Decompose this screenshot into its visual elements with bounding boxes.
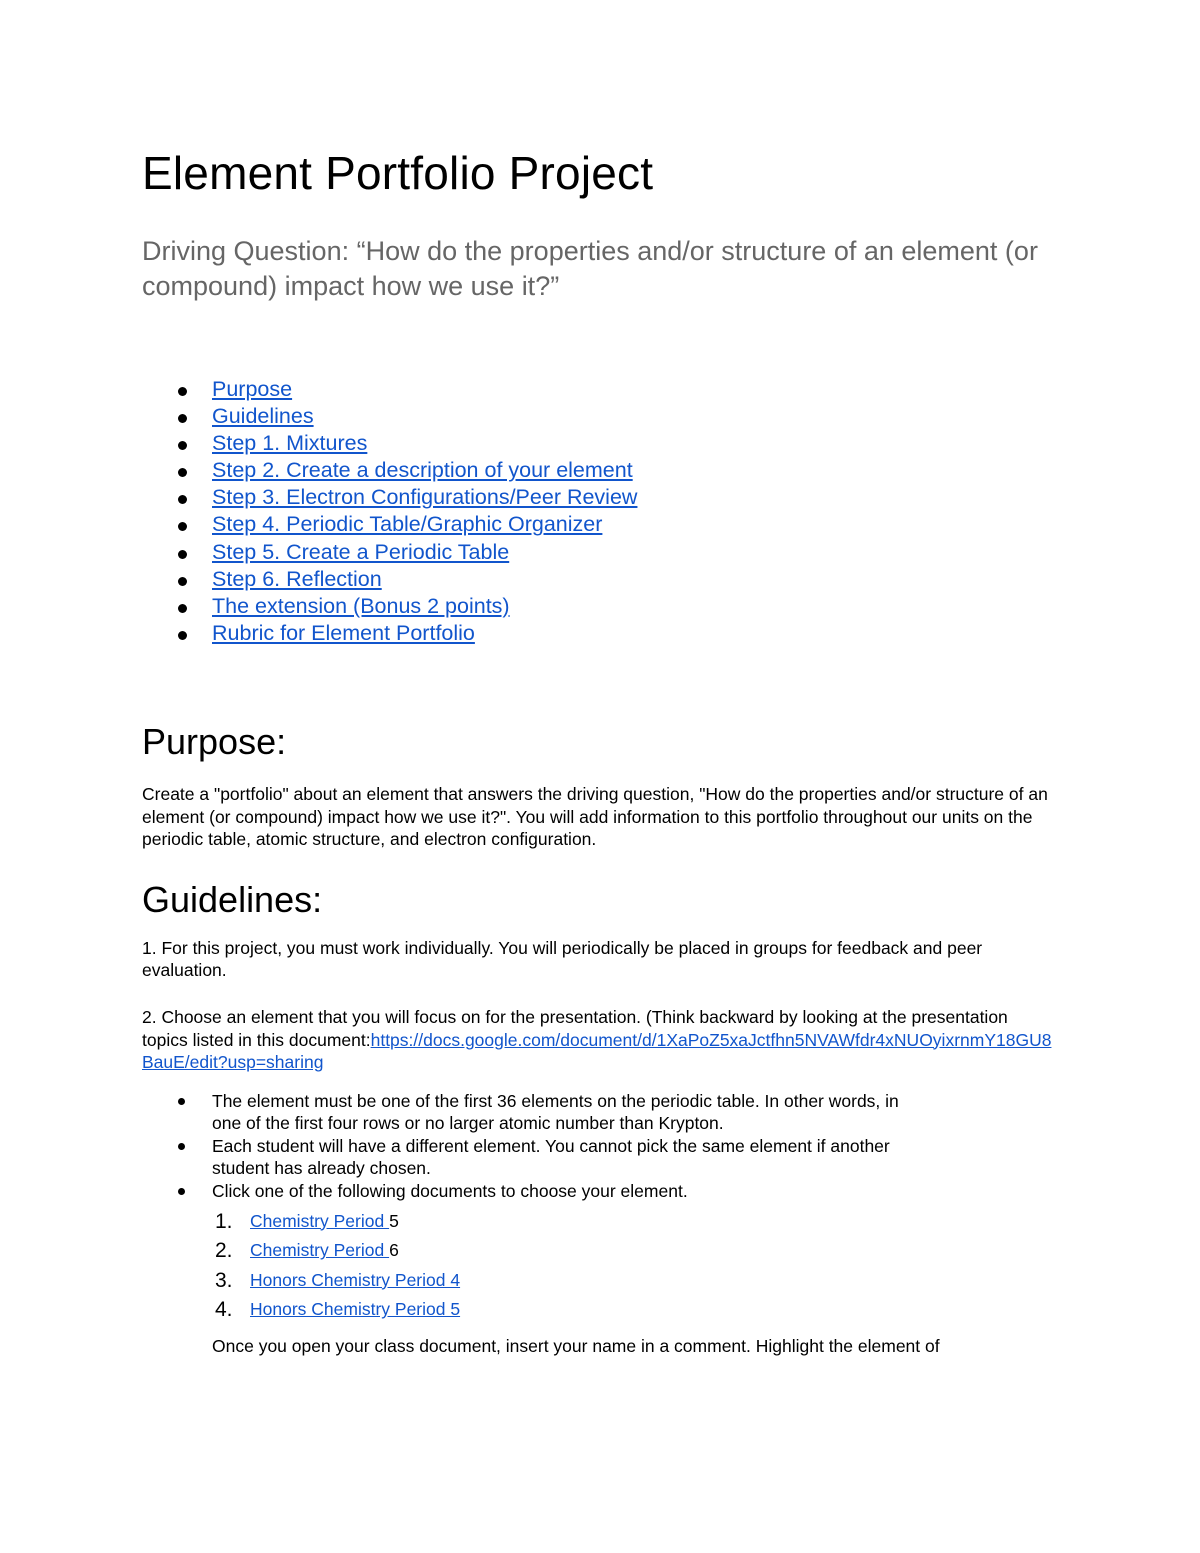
guideline-bullets [142,1090,1052,1203]
toc-link-step-5[interactable]: Step 5. Create a Periodic Table [212,539,510,564]
list-number: 1. [215,1209,233,1233]
guidelines-heading: Guidelines: [142,878,323,920]
purpose-heading: Purpose: [142,720,287,762]
driving-question: Driving Question: “How do the properties and/or structure of an element (or compound) impact how we use it?” [142,236,1038,301]
list-item [142,1295,1052,1325]
bullet-icon [178,1188,185,1195]
bullet-icon [178,522,187,531]
toc-item [142,593,1052,620]
toc-item [142,620,1052,647]
toc-item [142,566,1052,593]
toc-link-guidelines[interactable]: Guidelines [212,404,314,429]
bullet-icon [178,577,187,586]
chemistry-period-6-link[interactable]: Chemistry Period [250,1240,390,1261]
chemistry-period-5-link[interactable]: Chemistry Period [250,1210,390,1231]
guideline-item-1: 1. For this project, you must work individually. You will periodically be placed in groups for feedback and peer evaluation. [142,937,983,981]
toc-link-purpose[interactable]: Purpose [212,377,293,401]
toc-link-step-3[interactable]: Step 3. Electron Configurations/Peer Review [212,485,638,510]
presentation-topics-link[interactable]: https://docs.google.com/document/d/1XaPoZ5xaJctfhn5NVAWfdr4xNUOyixrnmY18GU8BauE/edit?usp=sharing [142,1029,1052,1073]
trailing-instructions: Once you open your class document, insert your name in a comment. Highlight the element of [212,1336,940,1357]
toc-item [142,430,1052,457]
list-number: 4. [215,1298,233,1322]
bullet-icon [178,441,187,450]
toc-link-step-2[interactable]: Step 2. Create a description of your element [212,458,633,483]
list-number: 2. [215,1239,233,1263]
list-item [142,1180,932,1203]
bullet-icon [178,1098,185,1105]
bullet-text-different-element: Each student will have a different element. You cannot pick the same element if another student has already chosen. [212,1135,890,1179]
toc-item [142,539,1052,566]
bullet-icon [178,495,187,504]
bullet-icon [178,387,187,396]
toc-item [142,376,1052,403]
honors-chemistry-period-4-link[interactable]: Honors Chemistry Period 4 [250,1269,461,1290]
list-item [142,1090,932,1135]
class-documents-list [142,1207,1052,1325]
bullet-icon [178,550,187,559]
toc-link-rubric[interactable]: Rubric for Element Portfolio [212,620,475,645]
document-page [142,140,1052,1358]
table-of-contents [142,376,1052,647]
toc-link-step-4[interactable]: Step 4. Periodic Table/Graphic Organizer [212,512,603,537]
toc-item [142,457,1052,484]
guideline-item-2-text: 2. Choose an element that you will focus on for the presentation. (Think backward by looking at the presentation topics listed in this document: [142,1006,1008,1050]
list-item [142,1236,1052,1266]
list-number: 3. [215,1268,233,1292]
bullet-text-click-document: Click one of the following documents to choose your element. [212,1181,688,1202]
bullet-icon [178,604,187,613]
link-suffix: 5 [389,1210,399,1231]
bullet-icon [178,631,187,640]
bullet-text-first-36: The element must be one of the first 36 elements on the periodic table. In other words, in one of the first four rows or no larger atomic number than Krypton. [212,1090,899,1134]
toc-item [142,511,1052,538]
purpose-text: Create a "portfolio" about an element that answers the driving question, "How do the properties and/or structure of an element (or compound) impact how we use it?". You will add information to this portfolio throughout our units on the periodic table, atomic structure, and electron configuration. [142,783,1048,850]
toc-link-extension[interactable]: The extension (Bonus 2 points) [212,593,510,618]
toc-link-step-1[interactable]: Step 1. Mixtures [212,431,368,456]
bullet-icon [178,468,187,477]
toc-link-step-6[interactable]: Step 6. Reflection [212,566,382,591]
link-suffix: 6 [389,1240,399,1261]
guideline-item-2 [142,1006,1052,1074]
bullet-icon [178,1143,185,1150]
toc-item [142,403,1052,430]
honors-chemistry-period-5-link[interactable]: Honors Chemistry Period 5 [250,1299,461,1320]
list-item [142,1266,1052,1296]
bullet-icon [178,414,187,423]
list-item [142,1135,932,1180]
list-item [142,1207,1052,1237]
toc-item [142,484,1052,511]
document-title: Element Portfolio Project [142,147,654,199]
